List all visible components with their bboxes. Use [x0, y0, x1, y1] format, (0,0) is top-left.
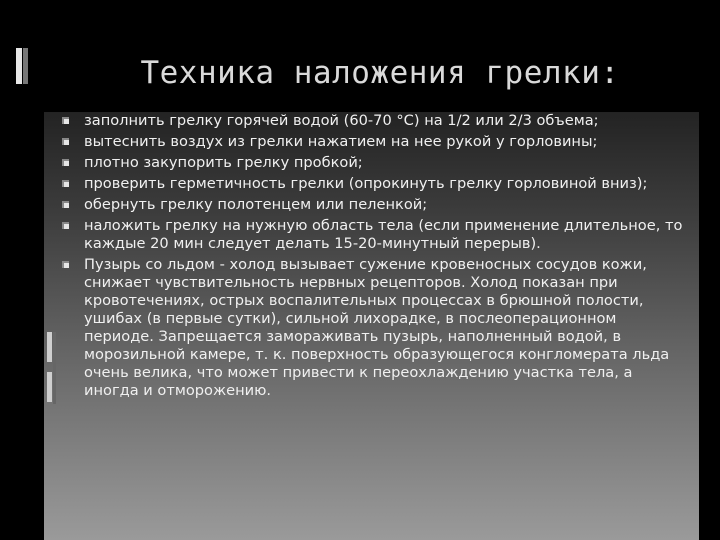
square-bullet-icon	[60, 259, 70, 269]
list-item-text: вытеснить воздух из грелки нажатием на нее рукой у горловины;	[84, 133, 598, 150]
accent-mark	[47, 332, 52, 362]
side-accent-marks	[47, 332, 57, 404]
list-item-text: заполнить грелку горячей водой (60-70 °С) на 1/2 или 2/3 объема;	[84, 112, 599, 129]
square-bullet-icon	[60, 115, 70, 125]
accent-mark	[47, 372, 52, 402]
list-item-text: плотно закупорить грелку пробкой;	[84, 154, 363, 171]
list-item-text: наложить грелку на нужную область тела (если применение длительное, то каждые 20 мин следует делать 15-20-минутный перерыв).	[84, 217, 683, 252]
square-bullet-icon	[60, 220, 70, 230]
accent-mark	[53, 332, 56, 404]
square-bullet-icon	[60, 178, 70, 188]
list-item	[60, 256, 688, 400]
list-item-text: обернуть грелку полотенцем или пеленкой;	[84, 196, 428, 213]
list-item-text: проверить герметичность грелки (опрокинуть грелку горловиной вниз);	[84, 175, 648, 192]
square-bullet-icon	[60, 199, 70, 209]
bullet-list	[60, 112, 688, 403]
accent-bar-dark	[23, 48, 28, 84]
list-item	[60, 217, 688, 253]
square-bullet-icon	[60, 157, 70, 167]
title-accent-bars	[16, 48, 28, 84]
list-item-text: Пузырь со льдом - холод вызывает сужение кровеносных сосудов кожи, снижает чувствительность нервных рецепторов. Холод показан при кровотечениях, острых воспалительных процессах в брюшной полости, ушибах (в первые сутки), сильной лихорадке, в послеоперационном периоде. Запрещается замораживать пузырь, наполненный водой, в морозильной камере, т. к. поверхность образующегося конгломерата льда очень велика, что может привести к переохлаждению участка тела, а иногда и отморожению.	[84, 256, 670, 399]
square-bullet-icon	[60, 136, 70, 146]
list-item	[60, 175, 688, 193]
list-item	[60, 196, 688, 214]
slide-title: Техника наложения грелки:	[140, 55, 620, 91]
list-item	[60, 133, 688, 151]
list-item	[60, 154, 688, 172]
list-item	[60, 112, 688, 130]
accent-bar-light	[16, 48, 22, 84]
